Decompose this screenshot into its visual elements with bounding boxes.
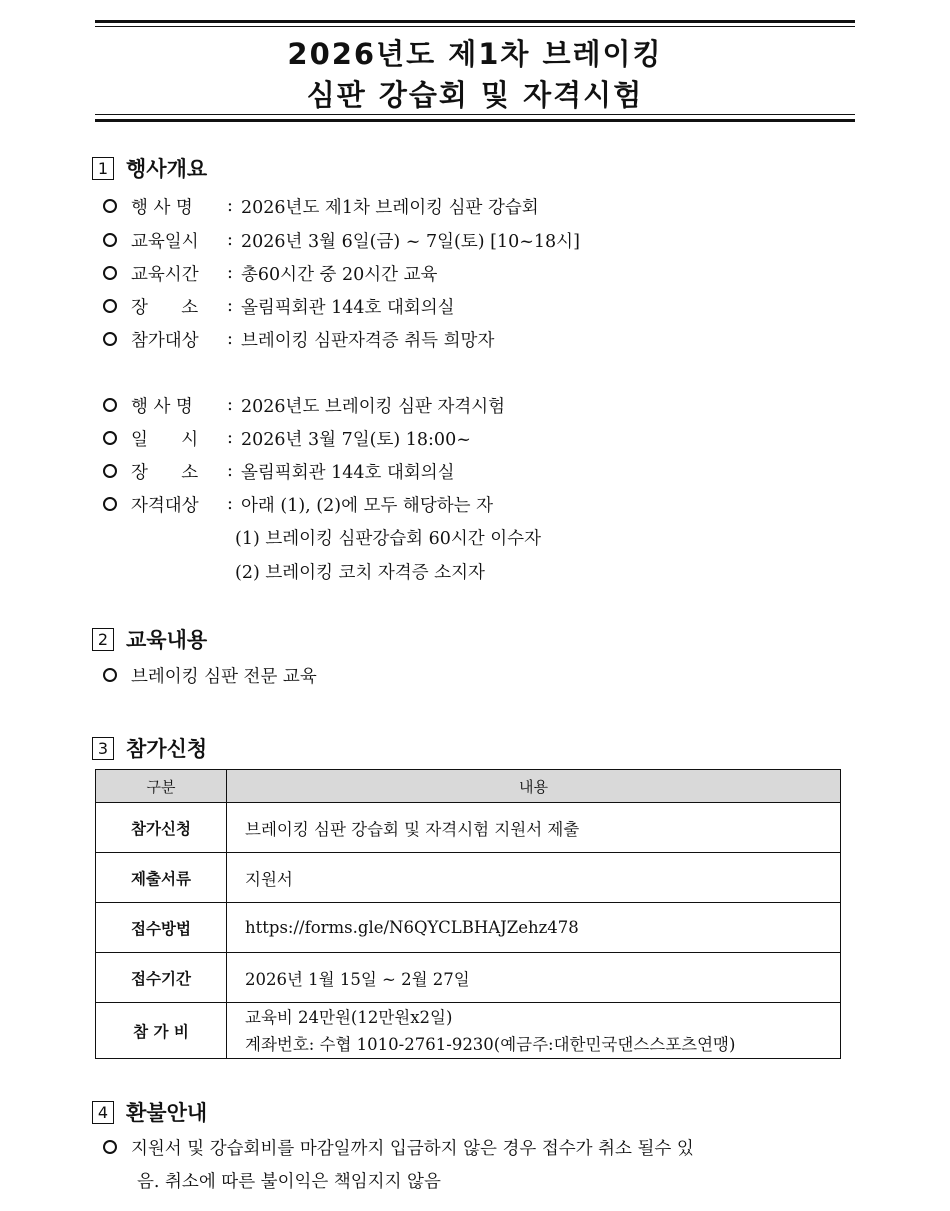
colon: :: [227, 395, 233, 415]
section-title: 환불안내: [126, 1101, 208, 1125]
item-value: 2026년도 제1차 브레이킹 심판 강습회: [241, 197, 539, 218]
item-label: 자격대상: [131, 495, 199, 516]
circle-bullet-icon: [103, 266, 117, 280]
section-title: 참가신청: [126, 737, 208, 761]
circle-bullet-icon: [103, 1140, 117, 1154]
item-label: 교육일시: [131, 231, 199, 252]
table-value-cell: 브레이킹 심판 강습회 및 자격시험 지원서 제출: [227, 803, 841, 853]
table-key-cell: 참가신청: [96, 803, 227, 853]
item-label: 행 사 명: [131, 396, 193, 417]
circle-bullet-icon: [103, 497, 117, 511]
circle-bullet-icon: [103, 668, 117, 682]
exam-condition-item: (2) 브레이킹 코치 자격증 소지자: [235, 562, 485, 583]
section-number-box: 1: [92, 157, 114, 180]
colon: :: [227, 263, 233, 283]
title-bottom-rule: [95, 119, 855, 122]
item-value: 브레이킹 심판자격증 취득 희망자: [241, 330, 495, 351]
refund-line2: 음. 취소에 따른 불이익은 책임지지 않음: [137, 1171, 441, 1192]
circle-bullet-icon: [103, 299, 117, 313]
table-row-fee: [96, 1003, 841, 1059]
list-item: [103, 491, 493, 517]
table-key-cell: 접수방법: [96, 903, 227, 953]
section-title: 행사개요: [126, 157, 208, 181]
section-number-box: 3: [92, 737, 114, 760]
table-key-cell: 참 가 비: [96, 1003, 227, 1059]
application-table: [95, 769, 841, 1059]
list-item: [103, 227, 580, 253]
refund-line1: 지원서 및 강습회비를 마감일까지 입금하지 않은 경우 접수가 취소 될수 있: [131, 1138, 694, 1159]
section-heading-overview: [92, 153, 207, 183]
table-header-row: [96, 770, 841, 803]
section-heading-refund: [92, 1097, 207, 1127]
table-header: 내용: [227, 770, 841, 803]
list-item: [103, 293, 455, 319]
fee-cell: [227, 1003, 841, 1059]
education-content: 브레이킹 심판 전문 교육: [131, 666, 317, 687]
circle-bullet-icon: [103, 332, 117, 346]
title-top-rule: [95, 20, 855, 23]
table-row: [96, 803, 841, 853]
title-bottom-rule-thin: [95, 114, 855, 115]
item-value: 총60시간 중 20시간 교육: [241, 264, 438, 285]
account-line: 계좌번호: 수협 1010-2761-9230(예금주:대한민국댄스스포츠연맹): [245, 1034, 736, 1054]
table-key-cell: 제출서류: [96, 853, 227, 903]
circle-bullet-icon: [103, 431, 117, 445]
colon: :: [227, 230, 233, 250]
table-row: [96, 953, 841, 1003]
list-item: [103, 458, 455, 484]
item-label: 일 시: [131, 429, 199, 450]
section-number-box: 4: [92, 1101, 114, 1124]
circle-bullet-icon: [103, 233, 117, 247]
table-row: [96, 903, 841, 953]
item-value: 2026년 3월 6일(금) ~ 7일(토) [10~18시]: [241, 231, 580, 252]
item-value: 2026년도 브레이킹 심판 자격시험: [241, 396, 506, 417]
table-key-cell: 접수기간: [96, 953, 227, 1003]
list-item: [103, 425, 471, 451]
item-value: 2026년 3월 7일(토) 18:00~: [241, 429, 471, 450]
list-item: [103, 392, 505, 418]
list-item: [103, 662, 317, 688]
list-item: [103, 1134, 694, 1160]
item-label: 장 소: [131, 462, 199, 483]
list-item: [103, 260, 437, 286]
item-label: 교육시간: [131, 264, 199, 285]
table-row: [96, 853, 841, 903]
colon: :: [227, 329, 233, 349]
table-value-cell: 2026년 1월 15일 ~ 2월 27일: [227, 953, 841, 1003]
section-title: 교육내용: [126, 628, 208, 652]
title-block: [95, 20, 855, 122]
item-label: 참가대상: [131, 330, 199, 351]
title-top-rule-thin: [95, 26, 855, 27]
colon: :: [227, 296, 233, 316]
section-heading-apply: [92, 733, 207, 763]
item-label: 행 사 명: [131, 197, 193, 218]
item-label: 장 소: [131, 297, 199, 318]
item-value: 올림픽회관 144호 대회의실: [241, 462, 455, 483]
colon: :: [227, 196, 233, 216]
fee-line: 교육비 24만원(12만원x2일): [245, 1007, 453, 1027]
page-title-line2: 심판 강습회 및 자격시험: [306, 78, 644, 112]
circle-bullet-icon: [103, 398, 117, 412]
colon: :: [227, 428, 233, 448]
item-value: 아래 (1), (2)에 모두 해당하는 자: [241, 495, 494, 516]
list-item: [103, 193, 539, 219]
page-title-line1: 2026년도 제1차 브레이킹: [287, 37, 663, 71]
form-link[interactable]: https://forms.gle/N6QYCLBHAJZehz478: [227, 903, 841, 953]
section-number-box: 2: [92, 628, 114, 651]
list-item: [103, 326, 494, 352]
item-value: 올림픽회관 144호 대회의실: [241, 297, 455, 318]
section-heading-education: [92, 624, 207, 654]
exam-condition-item: (1) 브레이킹 심판강습회 60시간 이수자: [235, 528, 541, 549]
table-value-cell: 지원서: [227, 853, 841, 903]
circle-bullet-icon: [103, 464, 117, 478]
table-header: 구분: [96, 770, 227, 803]
circle-bullet-icon: [103, 199, 117, 213]
colon: :: [227, 494, 233, 514]
colon: :: [227, 461, 233, 481]
